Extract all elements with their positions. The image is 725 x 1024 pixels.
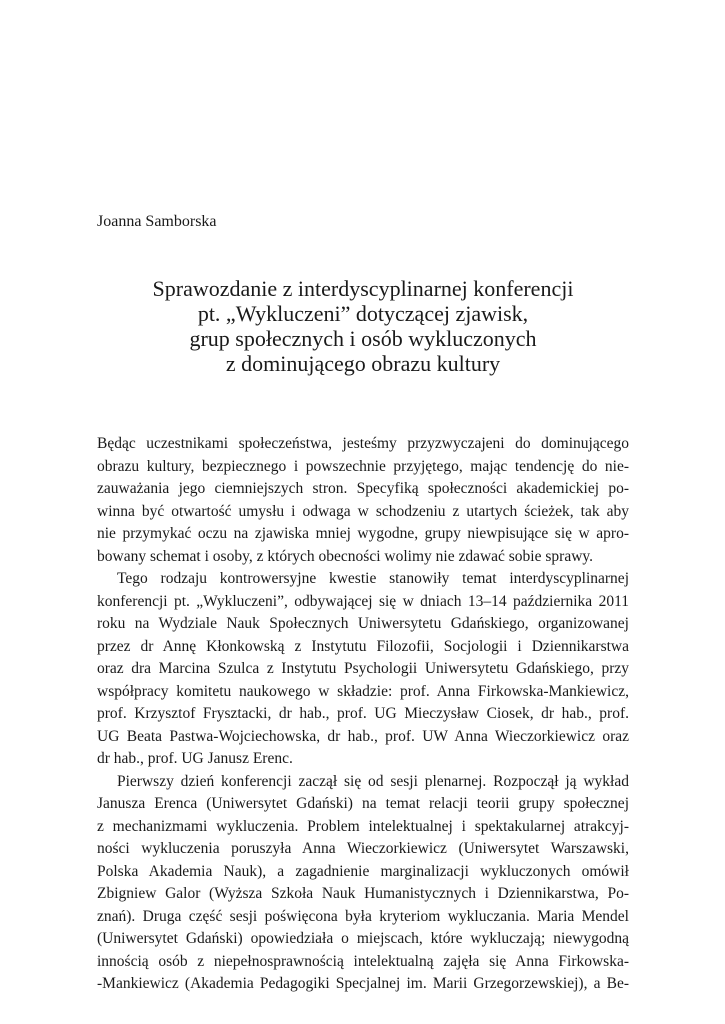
paragraph-3-line: ności wykluczenia poruszyła Anna Wieczorkiewicz (Uniwersytet Warszawski, (97, 840, 629, 857)
paragraph-3-line: (Uniwersytet Gdański) opowiedziała o miejscach, które wykluczają; niewygodną (97, 930, 629, 947)
author-name: Joanna Samborska (97, 213, 217, 230)
paragraph-3-line: innością osób z niepełnosprawnością intelektualną zajęła się Anna Firkowska- (97, 952, 629, 970)
paragraph-1-line: zauważania jego ciemniejszych stron. Specyfiką społeczności akademickiej po- (97, 480, 629, 497)
paragraph-2-line: konferencji pt. „Wykluczeni”, odbywającej się w dniach 13–14 października 2011 (97, 592, 629, 610)
paragraph-1-line: obrazu kultury, bezpiecznego i powszechnie przyjętego, mając tendencję do nie- (97, 457, 629, 475)
article-body (97, 433, 629, 996)
paragraph-1-line: Będąc uczestnikami społeczeństwa, jesteśmy przyzwyczajeni do dominującego (97, 435, 629, 452)
paragraph-2-line: współpracy komitetu naukowego w składzie: prof. Anna Firkowska-Mankiewicz, (97, 682, 629, 700)
paragraph-3-line: -Mankiewicz (Akademia Pedagogiki Specjalnej im. Marii Grzegorzewskiej), a Be- (97, 975, 629, 992)
paragraph-2-line: UG Beata Pastwa-Wojciechowska, dr hab., prof. UW Anna Wieczorkiewicz oraz (97, 727, 629, 745)
paragraph-2-line: przez dr Annę Kłonkowską z Instytutu Filozofii, Socjologii i Dziennikarstwa (97, 637, 629, 655)
title-line: z dominującego obrazu kultury (225, 351, 501, 376)
paragraph-2-line: Tego rodzaju kontrowersyjne kwestie stanowiły temat interdyscyplinarnej (117, 570, 629, 587)
article-title (97, 276, 629, 376)
paragraph-3-line: Janusza Erenca (Uniwersytet Gdański) na temat relacji teorii grupy społecznej (97, 795, 629, 812)
paragraph-1-line: winna być otwartość umysłu i odwaga w schodzeniu z utartych ścieżek, tak aby (97, 502, 629, 520)
paragraph-2-line: prof. Krzysztof Frysztacki, dr hab., prof. UG Mieczysław Ciosek, dr hab., prof. (97, 705, 629, 722)
paragraph-1-line: nie przymykać oczu na zjawiska mniej wygodne, grupy niewpisujące się w apro- (97, 525, 629, 542)
paragraph-2-line: dr hab., prof. UG Janusz Erenc. (97, 750, 293, 767)
paragraph-3-line: znań). Druga część sesji poświęcona była kryteriom wykluczania. Maria Mendel (97, 907, 629, 925)
paragraph-2-line: roku na Wydziale Nauk Społecznych Uniwersytetu Gdańskiego, organizowanej (97, 615, 629, 632)
paragraph-2-line: oraz dra Marcina Szulca z Instytutu Psychologii Uniwersytetu Gdańskiego, przy (97, 660, 629, 677)
paragraph-3-line: Pierwszy dzień konferencji zaczął się od sesji plenarnej. Rozpoczął ją wykład (117, 772, 629, 790)
title-line: pt. „Wykluczeni” dotyczącej zjawisk, (197, 301, 529, 326)
title-line: Sprawozdanie z interdyscyplinarnej konferencji (152, 276, 574, 301)
title-line: grup społecznych i osób wykluczonych (189, 326, 537, 351)
paragraph-3-line: z mechanizmami wykluczenia. Problem intelektualnej i spektakularnej atrakcyj- (97, 817, 629, 835)
paragraph-3-line: Zbigniew Galor (Wyższa Szkoła Nauk Humanistycznych i Dziennikarstwa, Po- (97, 885, 629, 902)
paragraph-1-line: bowany schemat i osoby, z których obecności wolimy nie zdawać sobie sprawy. (97, 547, 594, 565)
paragraph-3-line: Polska Akademia Nauk), a zagadnienie marginalizacji wykluczonych omówił (97, 862, 629, 880)
